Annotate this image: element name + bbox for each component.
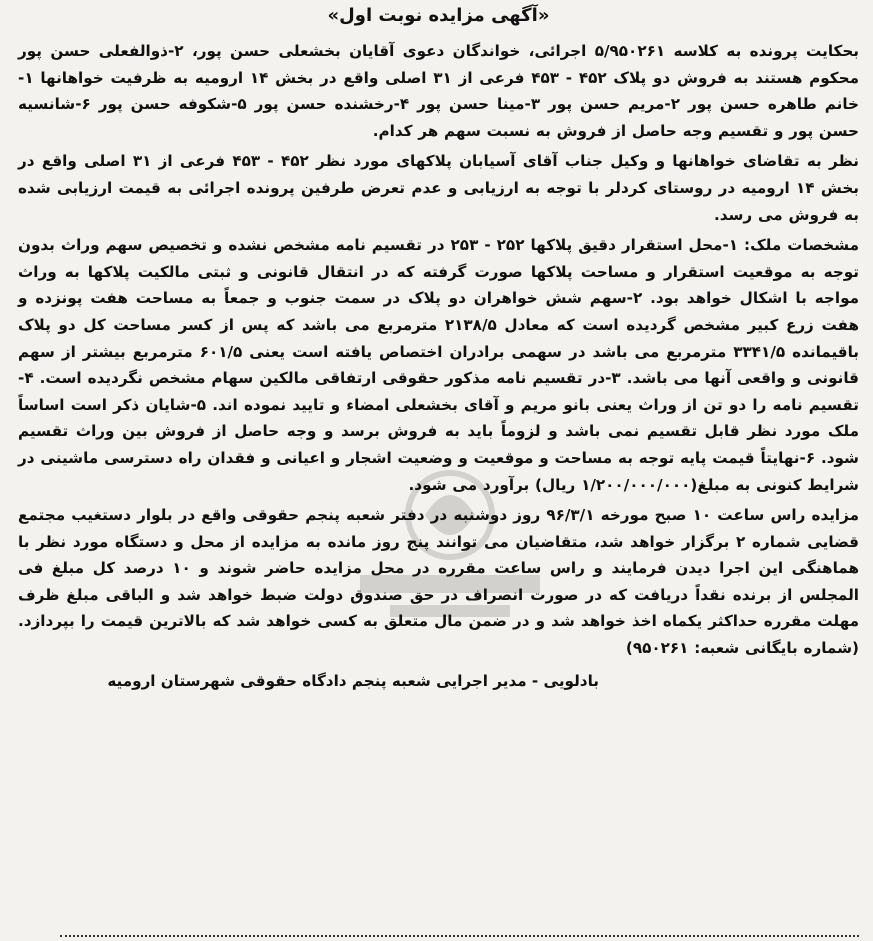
paragraph-case-description: بحکایت پرونده به کلاسه ۵/۹۵۰۲۶۱ اجرائی، خواندگان دعوی آقایان بخشعلی حسن پور، ۲-ذوالفعلی حسن پور محکوم هستند به فروش دو پلاک ۴۵۲ - ۴۵۳ فرعی از ۳۱ اصلی واقع در بخش ۱۴ ارومیه به ظرفیت خواهانها ۱-خانم طاهره حسن پور ۲-مریم حسن پور ۳-مینا حسن پور ۴-رخشنده حسن پور ۵-شکوفه حسن پور ۶-شانسیه حسن پور و تقسیم وجه حاصل از فروش به نسبت سهم هر کدام. (18, 42, 860, 140)
notice-title: «آگهی مزایده نوبت اول» (327, 5, 550, 26)
paragraph-sale-request: نظر به تقاضای خواهانها و وکیل جناب آقای آسیابان پلاکهای مورد نظر ۴۵۲ - ۴۵۳ فرعی از ۳۱ اصلی واقع در بخش ۱۴ ارومیه در روستای کردلر با توجه به ارزیابی و عدم تعرض طرفین پرونده اجرائی به قیمت ارزیابی شده به فروش می رسد. (18, 152, 859, 224)
signature-line: بادلویی - مدیر اجرایی شعبه پنجم دادگاه حقوقی شهرستان ارومیه (107, 671, 599, 690)
paragraph-property-specifications: مشخصات ملک: ۱-محل استقرار دقیق پلاکها ۲۵۲ - ۲۵۳ در تقسیم نامه مشخص نشده و تخصیص سهم وراث بدون توجه به موقعیت استقرار و مساحت پلاکها صورت گرفته که در انتقال قانونی و ثبتی مالکیت پلاکها به وراث مواجه با اشکال خواهد بود. ۲-سهم شش خواهران دو پلاک در سمت جنوب و جمعاً به مساحت هفت پونزده و هفت زرع کبیر مشخص گردیده است که معادل ۲۱۳۸/۵ مترمربع می باشد که پس از کسر مساحت کل دو پلاک باقیمانده ۳۳۴۱/۵ مترمربع می باشد در سهمی برادران اختصاص یافته است یعنی ۶۰۱/۵ مترمربع بیشتر از سهم قانونی و واقعی آنها می باشد. ۳-در تقسیم نامه مذکور حقوقی ارتفاقی مالکین سهام مشخص نگردیده است. ۴-تقسیم نامه را دو تن از وراث یعنی بانو مریم و آقای بخشعلی امضاء و تایید نموده اند. ۵-شایان ذکر است اساساً ملک مورد نظر قابل تقسیم نمی باشد و لزوماً باید به فروش برسد و وجه حاصل از فروش بین وراث تقسیم شود. ۶-نهایتاً قیمت پایه توجه به مساحت و موقعیت و وضعیت اشجار و اعیانی و فقدان راه دسترسی ماشینی در شرایط کنونی به مبلغ(۱/۲۰۰/۰۰۰/۰۰۰ ریال) برآورد می شود. (18, 236, 860, 494)
paragraph-auction-terms: مزایده راس ساعت ۱۰ صبح مورخه ۹۶/۳/۱ روز دوشنبه در دفتر شعبه پنجم حقوقی واقع در بلوار دستغیب مجتمع قضایی شماره ۲ برگزار خواهد شد، متقاضیان می توانند پنج روز مانده به مزایده از محل و دستگاه مورد نظر با هماهنگی این اجرا دیدن فرمایند و راس ساعت مقرره در محل مزایده حاضر شوند و ۱۰ درصد کل مبلغ فی المجلس از برنده نقداً دریافت که در صورت انصراف در حق صندوق دولت ضبط خواهد شد و الباقی مبلغ ظرف مهلت مقرره حداکثر یکماه اخذ خواهد شد و در ضمن مال متعلق به کسی خواهد شد که بالاترین قیمت را بپردازد.(شماره بایگانی شعبه: ۹۵۰۲۶۱) (18, 506, 860, 658)
bottom-divider (60, 935, 859, 937)
